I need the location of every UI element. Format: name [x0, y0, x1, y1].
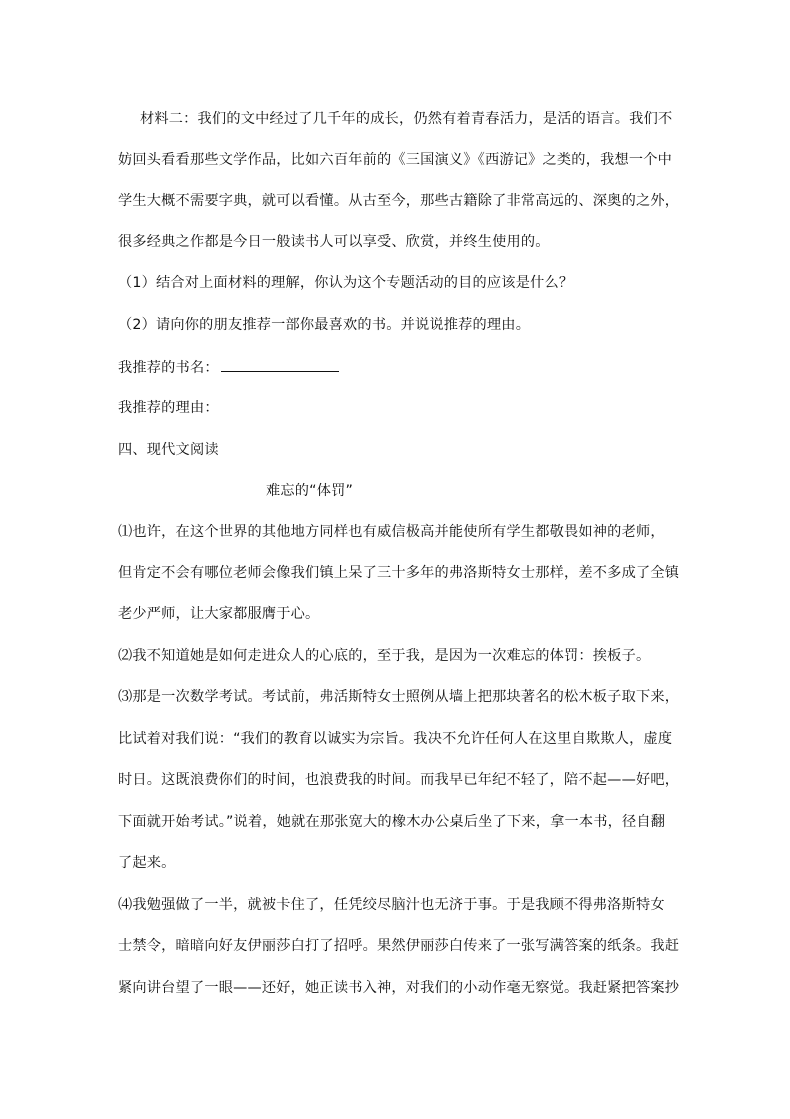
article-line-2: 但肯定不会有哪位老师会像我们镇上呆了三十多年的弗洛斯特女士那样，差不多成了全镇 [118, 565, 680, 581]
article-line-10: ⑷我勉强做了一半，就被卡住了，任凭绞尽脑汁也无济于事。于是我顾不得弗洛斯特女 [118, 897, 665, 913]
article-line-12: 紧向讲台望了一眼——还好，她正读书入神，对我们的小动作毫无察觉。我赶紧把答案抄 [118, 980, 680, 996]
article-line-3: 老少严师，让大家都服膺于心。 [118, 606, 320, 622]
material2-line-4: 很多经典之作都是今日一般读书人可以享受、欣赏，并终生使用的。 [118, 234, 550, 250]
article-line-5: ⑶那是一次数学考试。考试前，弗活斯特女士照例从墙上把那块著名的松木板子取下来， [118, 689, 680, 705]
article-title: 难忘的“体罚” [266, 483, 354, 499]
book-name-blank[interactable] [221, 357, 339, 372]
article-line-6: 比试着对我们说：“我们的教育以诚实为宗旨。我决不允许任何人在这里自欺欺人，虚度 [118, 731, 673, 747]
material2-line-1: 材料二：我们的文中经过了几千年的成长，仍然有着青春活力，是活的语言。我们不 [140, 111, 673, 127]
book-name-label: 我推荐的书名： [118, 360, 219, 376]
article-line-8: 下面就开始考试。”说着，她就在那张宽大的橡木办公桌后坐了下来，拿一本书，径自翻 [118, 814, 666, 830]
article-line-1: ⑴也许，在这个世界的其他地方同样也有威信极高并能使所有学生都敬畏如神的老师， [118, 524, 665, 540]
material2-line-3: 学生大概不需要字典，就可以看懂。从古至今，那些古籍除了非常高远的、深奥的之外， [118, 193, 680, 209]
question-1: （1）结合对上面材料的理解，你认为这个专题活动的目的应该是什么？ [118, 275, 574, 291]
material2-line-2: 妨回头看看那些文学作品，比如六百年前的《三国演义》《西游记》之类的，我想一个中 [118, 152, 673, 168]
reason-label: 我推荐的理由： [118, 400, 219, 416]
article-line-11: 士禁令，暗暗向好友伊丽莎白打了招呼。果然伊丽莎白传来了一张写满答案的纸条。我赶 [118, 938, 680, 954]
section-heading: 四、现代文阅读 [118, 442, 219, 458]
article-line-9: 了起来。 [118, 855, 176, 871]
article-line-7: 时日。这既浪费你们的时间，也浪费我的时间。而我早已年纪不轻了，陪不起——好吧， [118, 772, 680, 788]
article-line-4: ⑵我不知道她是如何走进众人的心底的，至于我，是因为一次难忘的体罚：挨板子。 [118, 648, 651, 664]
question-2: （2）请向你的朋友推荐一部你最喜欢的书。并说说推荐的理由。 [118, 317, 531, 333]
book-name-row [118, 357, 339, 378]
